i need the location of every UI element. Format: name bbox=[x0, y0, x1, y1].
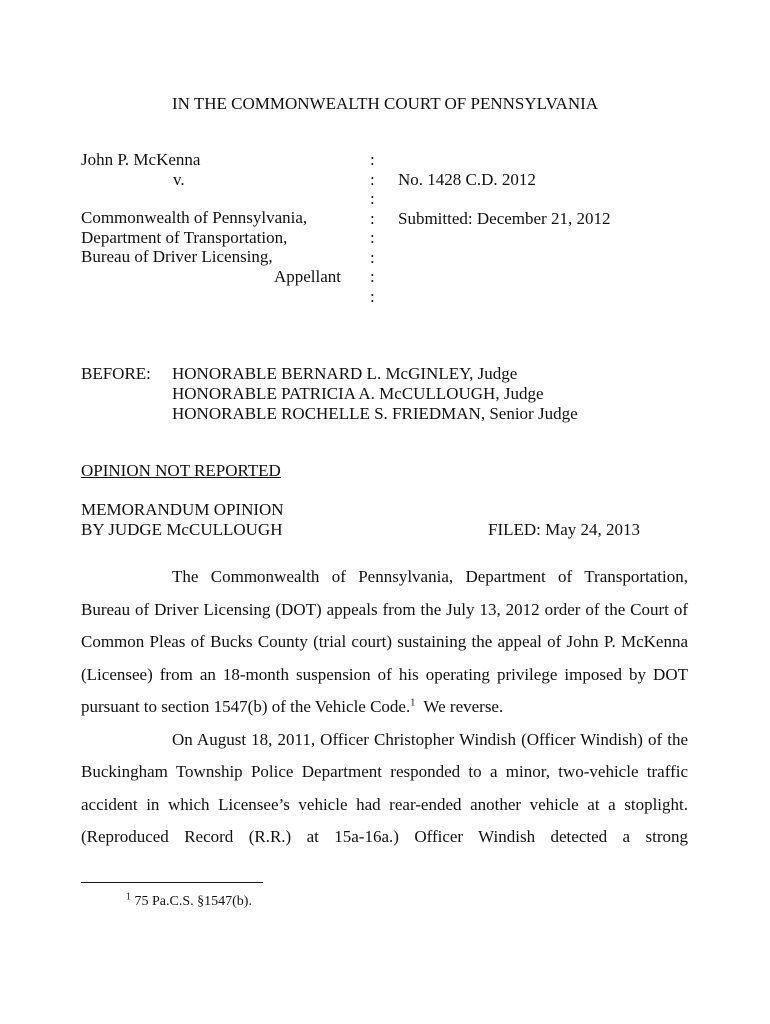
caption-colon: : bbox=[370, 247, 375, 267]
before-label: BEFORE: bbox=[81, 364, 151, 383]
appellant-label: Appellant bbox=[273, 266, 341, 286]
caption-colon: : bbox=[370, 267, 375, 286]
respondent-line-1: Commonwealth of Pennsylvania, bbox=[81, 208, 308, 227]
caption-colon: : bbox=[370, 228, 375, 247]
body-paragraph-1 bbox=[81, 561, 688, 724]
respondent-line-3: Bureau of Driver Licensing, bbox=[81, 247, 273, 266]
judge-name: HONORABLE BERNARD L. McGINLEY, Judge bbox=[172, 364, 518, 383]
memorandum-title: MEMORANDUM OPINION bbox=[81, 500, 284, 519]
memorandum-heading bbox=[81, 500, 284, 540]
docket-number: No. 1428 C.D. 2012 bbox=[398, 169, 536, 189]
judge-name: HONORABLE ROCHELLE S. FRIEDMAN, Senior Judge bbox=[172, 404, 578, 423]
submitted-date: Submitted: December 21, 2012 bbox=[398, 208, 611, 228]
body-paragraph-2: On August 18, 2011, Officer Christopher Windish (Officer Windish) of the Buckingham Township Police Department responded to a minor, two-vehicle traffic accident in which Licensee’s vehicle had rear-ended another vehicle at a stoplight. (Reproduced Record (R.R.) at 15a-16a.) Officer Windish detected a strong bbox=[81, 729, 688, 846]
paragraph-text-tail: We reverse. bbox=[415, 697, 504, 716]
case-caption-parties bbox=[81, 150, 341, 286]
footnote-text: 75 Pa.C.S. §1547(b). bbox=[134, 894, 252, 909]
caption-colon: : bbox=[370, 286, 375, 306]
footnote-divider bbox=[81, 882, 263, 883]
filed-date: FILED: May 24, 2013 bbox=[488, 520, 641, 539]
versus-label: v. bbox=[173, 169, 185, 189]
memorandum-author: BY JUDGE McCULLOUGH bbox=[81, 520, 283, 539]
judge-name: HONORABLE PATRICIA A. McCULLOUGH, Judge bbox=[172, 384, 544, 403]
footnote bbox=[126, 891, 252, 910]
caption-colon-column bbox=[370, 150, 375, 306]
petitioner-name: John P. McKenna bbox=[81, 150, 201, 169]
caption-colon: : bbox=[370, 189, 375, 208]
case-caption-details bbox=[398, 150, 610, 228]
paragraph-text: The Commonwealth of Pennsylvania, Department of Transportation, Bureau of Driver Licensing (DOT) appeals from the July 13, 2012 order of the Court of Common Pleas of Bucks County (trial court) sustaining the appeal of John P. McKenna (Licensee) from an 18-month suspension of his operating privilege imposed by DOT pursuant to section 1547(b) of the Vehicle Code. bbox=[81, 567, 688, 716]
caption-colon: : bbox=[370, 208, 375, 228]
caption-colon: : bbox=[370, 150, 375, 169]
opinion-status: OPINION NOT REPORTED bbox=[81, 461, 281, 480]
footnote-number: 1 bbox=[126, 891, 131, 903]
court-title: IN THE COMMONWEALTH COURT OF PENNSYLVANIA bbox=[171, 94, 599, 113]
judge-list bbox=[172, 364, 578, 424]
footnote-reference: 1 bbox=[410, 697, 416, 709]
opinion-body bbox=[81, 561, 688, 854]
respondent-line-2: Department of Transportation, bbox=[81, 227, 288, 247]
caption-colon: : bbox=[370, 169, 375, 189]
